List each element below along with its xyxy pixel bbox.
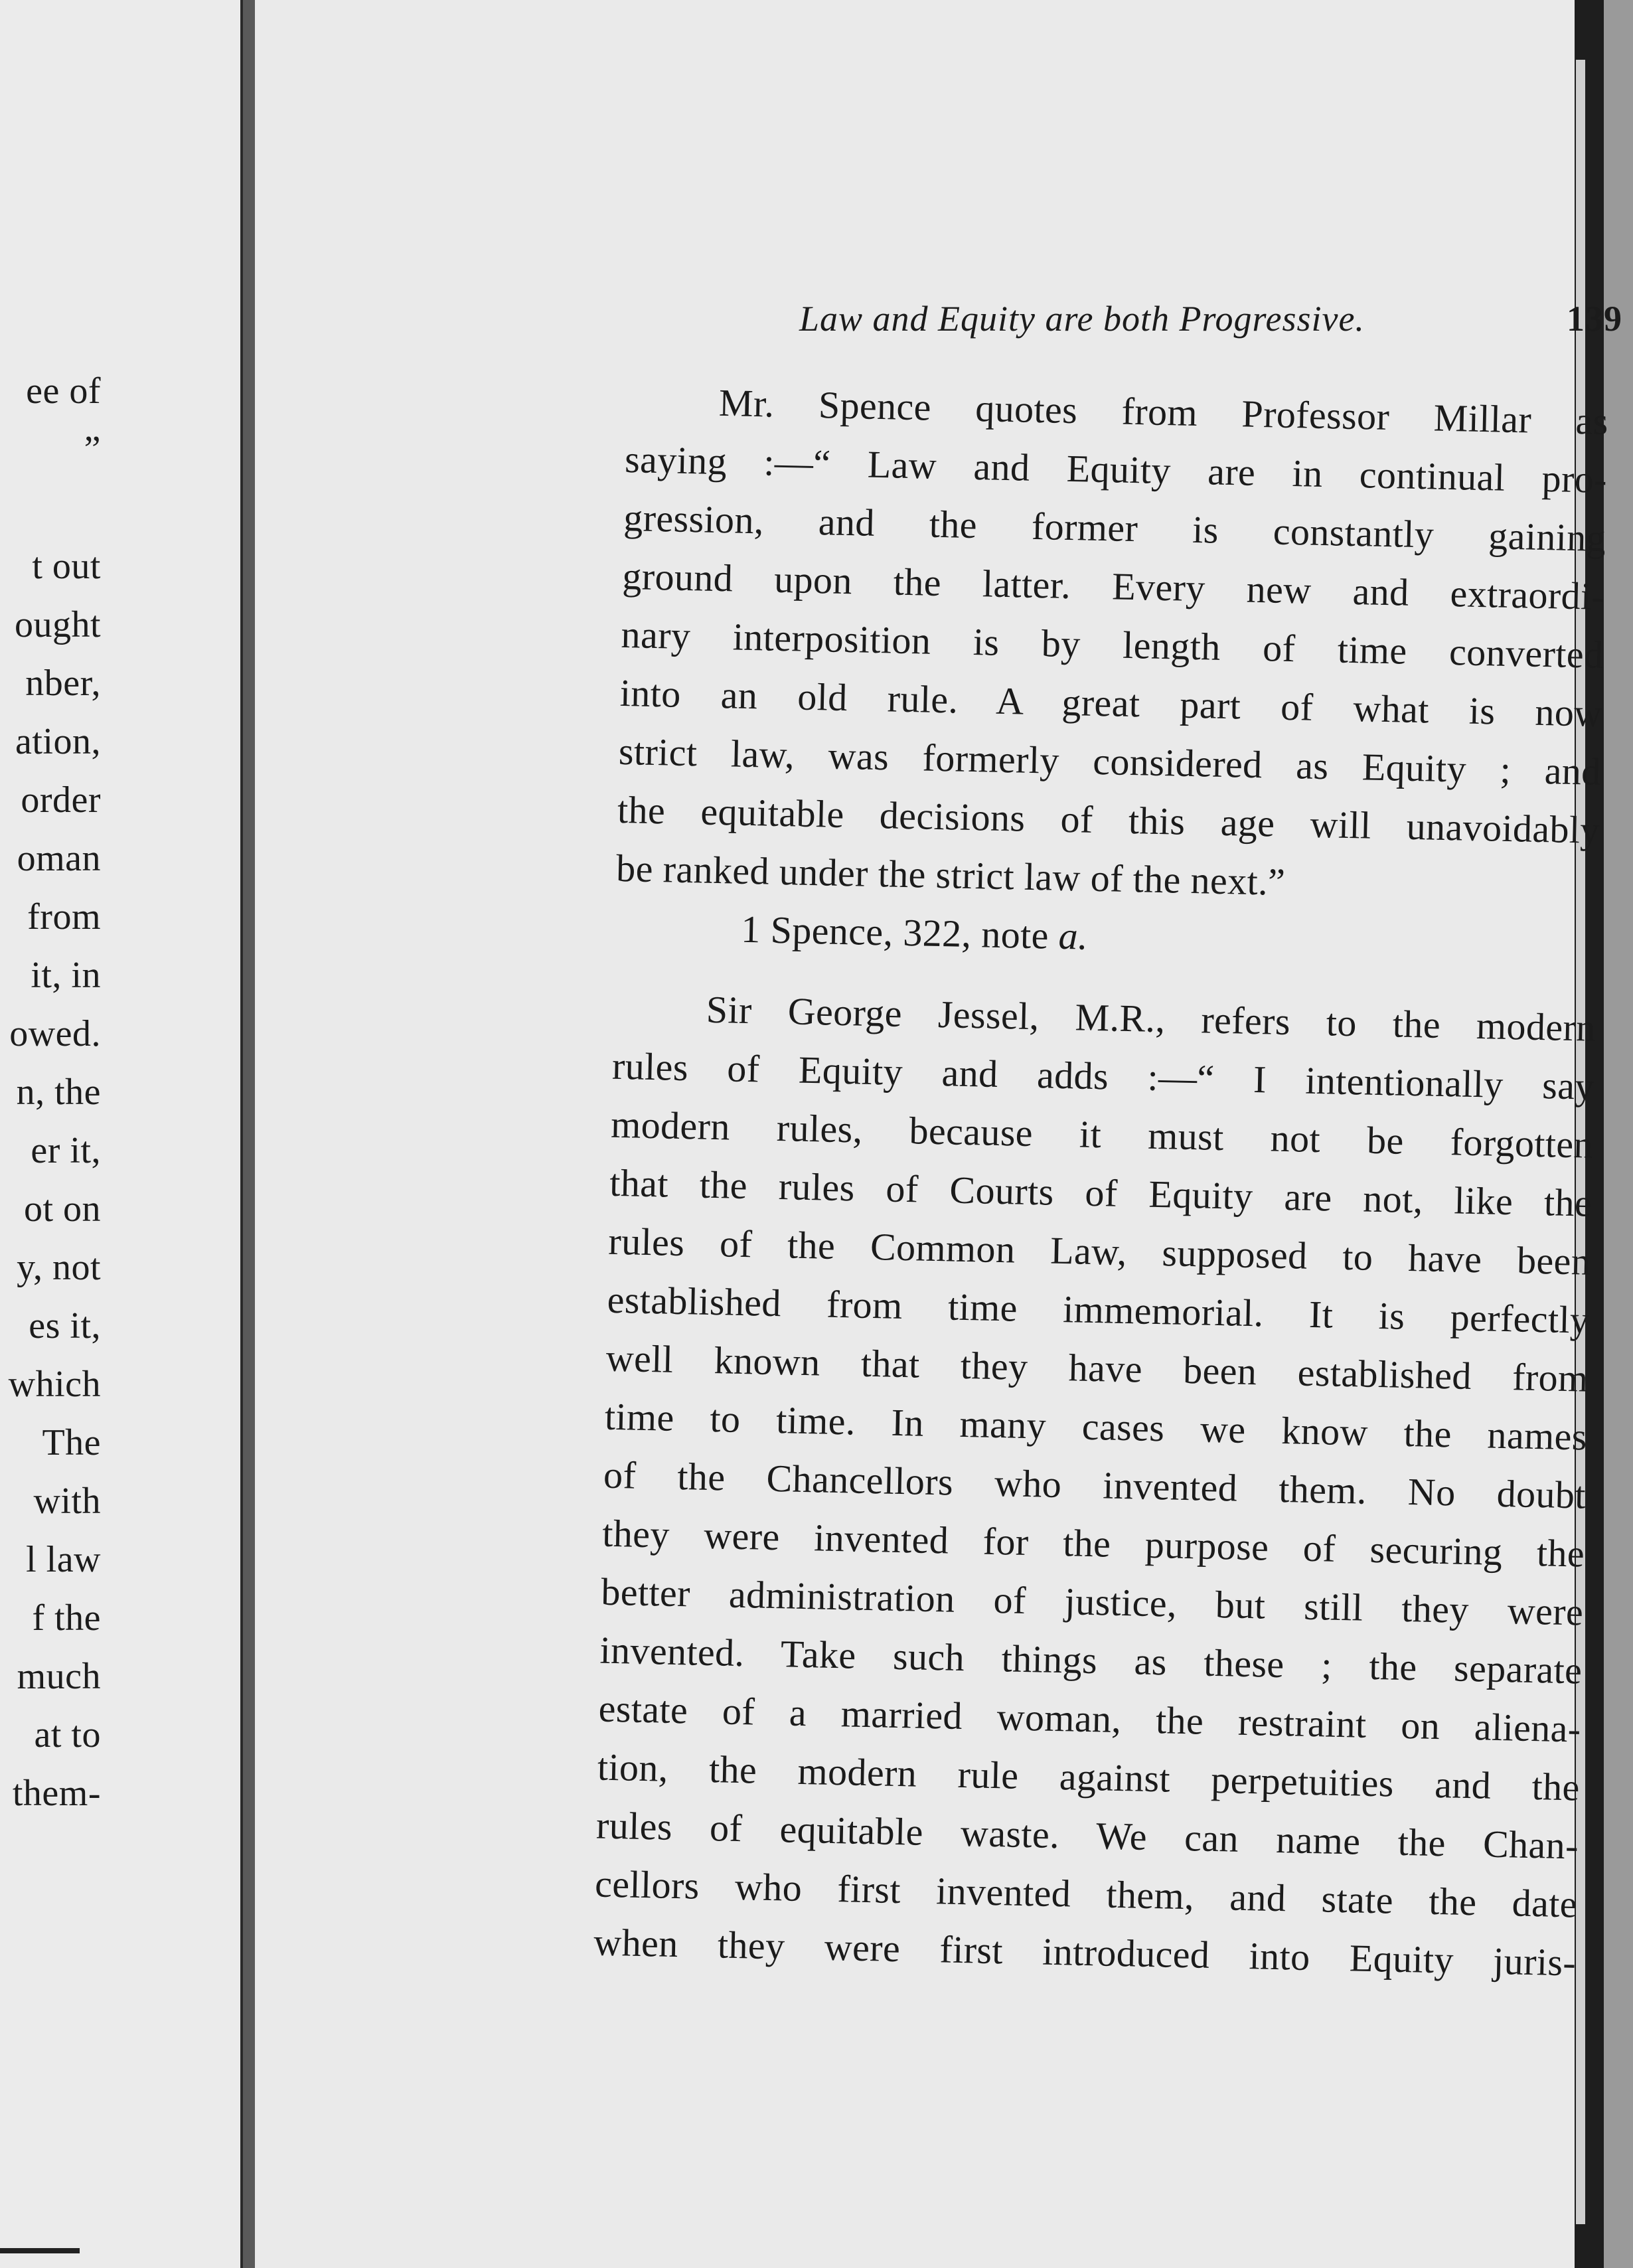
left-line: ”: [84, 429, 101, 470]
left-line: The: [42, 1422, 101, 1463]
main-page: [255, 0, 1622, 2268]
left-line: t out: [32, 546, 101, 587]
text-line: better administration of justice, but still they were: [600, 1570, 1584, 1634]
text-line: Sir George Jessel, M.R., refers to the modern: [706, 987, 1596, 1050]
left-line: n, the: [16, 1072, 101, 1113]
scan-mark: [0, 2248, 80, 2253]
page-number: 139: [1567, 299, 1622, 339]
left-line: ot on: [23, 1188, 101, 1230]
running-head: [799, 292, 1622, 345]
left-line: from: [27, 896, 101, 937]
paragraph-spence-quote: [615, 372, 1608, 918]
text-line: Mr. Spence quotes from Professor Millar as: [718, 380, 1609, 443]
citation-text: 1 Spence, 322, note: [740, 907, 1050, 957]
left-line: f the: [32, 1597, 101, 1639]
text-line: that the rules of Courts of Equity are not, like the: [609, 1161, 1593, 1225]
text-line: cellors who first invented them, and state the date: [594, 1862, 1578, 1926]
body-text: [593, 372, 1609, 1992]
paragraph-jessel-quote: [593, 979, 1596, 1992]
left-line: es it,: [29, 1305, 101, 1346]
left-line: them-: [12, 1773, 101, 1814]
text-line: of the Chancellors who invented them. No doubt: [603, 1453, 1587, 1517]
text-line: rules of equitable waste. We can name the Chan-: [595, 1803, 1579, 1868]
left-line: owed.: [9, 1013, 101, 1054]
left-line: er it,: [31, 1130, 101, 1171]
book-gutter: [243, 0, 255, 2268]
left-line: which: [8, 1364, 101, 1405]
left-line: at to: [34, 1714, 101, 1755]
citation-note-letter: a.: [1058, 914, 1089, 958]
left-line: nber,: [25, 663, 101, 704]
running-head-title: Law and Equity are both Progressive.: [799, 299, 1365, 339]
text-line: gression, and the former is constantly gaining: [623, 495, 1606, 560]
left-line: ation,: [15, 721, 101, 762]
text-line: nary interposition is by length of time converted: [621, 612, 1604, 677]
text-line: estate of a married woman, the restraint on aliena-: [598, 1686, 1582, 1751]
left-line: y, not: [17, 1247, 101, 1288]
left-line: much: [17, 1656, 101, 1697]
text-line: into an old rule. A great part of what is now: [619, 671, 1603, 735]
text-line: rules of Equity and adds :—“ I intentionally say: [611, 1044, 1595, 1108]
text-line: the equitable decisions of this age will unavoidably: [617, 787, 1600, 852]
left-line: order: [21, 779, 101, 821]
text-line: strict law, was formerly considered as Equity ; and: [618, 729, 1602, 793]
left-line: it, in: [31, 955, 101, 996]
text-line: modern rules, because it must not be forgotten: [610, 1102, 1594, 1167]
text-line: tion, the modern rule against perpetuities and the: [597, 1745, 1581, 1809]
text-line: be ranked under the strict law of the next.”: [615, 846, 1286, 904]
text-line: they were invented for the purpose of securing the: [601, 1511, 1585, 1576]
left-line: ee of: [26, 370, 101, 412]
left-line: [0, 479, 101, 537]
left-line: with: [33, 1481, 101, 1522]
text-line: saying :—“ Law and Equity are in continual pro-: [624, 437, 1608, 501]
left-page: [0, 0, 243, 2268]
text-line: rules of the Common Law, supposed to have been: [607, 1219, 1591, 1283]
text-line: when they were first introduced into Equity juris-: [593, 1920, 1577, 1984]
left-line: l law: [26, 1539, 101, 1580]
left-page-text: [0, 362, 101, 1822]
left-line: ought: [14, 604, 101, 645]
text-line: time to time. In many cases we know the names: [604, 1394, 1588, 1459]
text-line: well known that they have been established from: [605, 1336, 1589, 1400]
text-line: ground upon the latter. Every new and extraordi-: [621, 554, 1605, 618]
text-line: established from time immemorial. It is perfectly: [607, 1277, 1591, 1342]
left-line: oman: [17, 838, 101, 879]
text-line: invented. Take such things as these ; the separate: [599, 1628, 1583, 1692]
